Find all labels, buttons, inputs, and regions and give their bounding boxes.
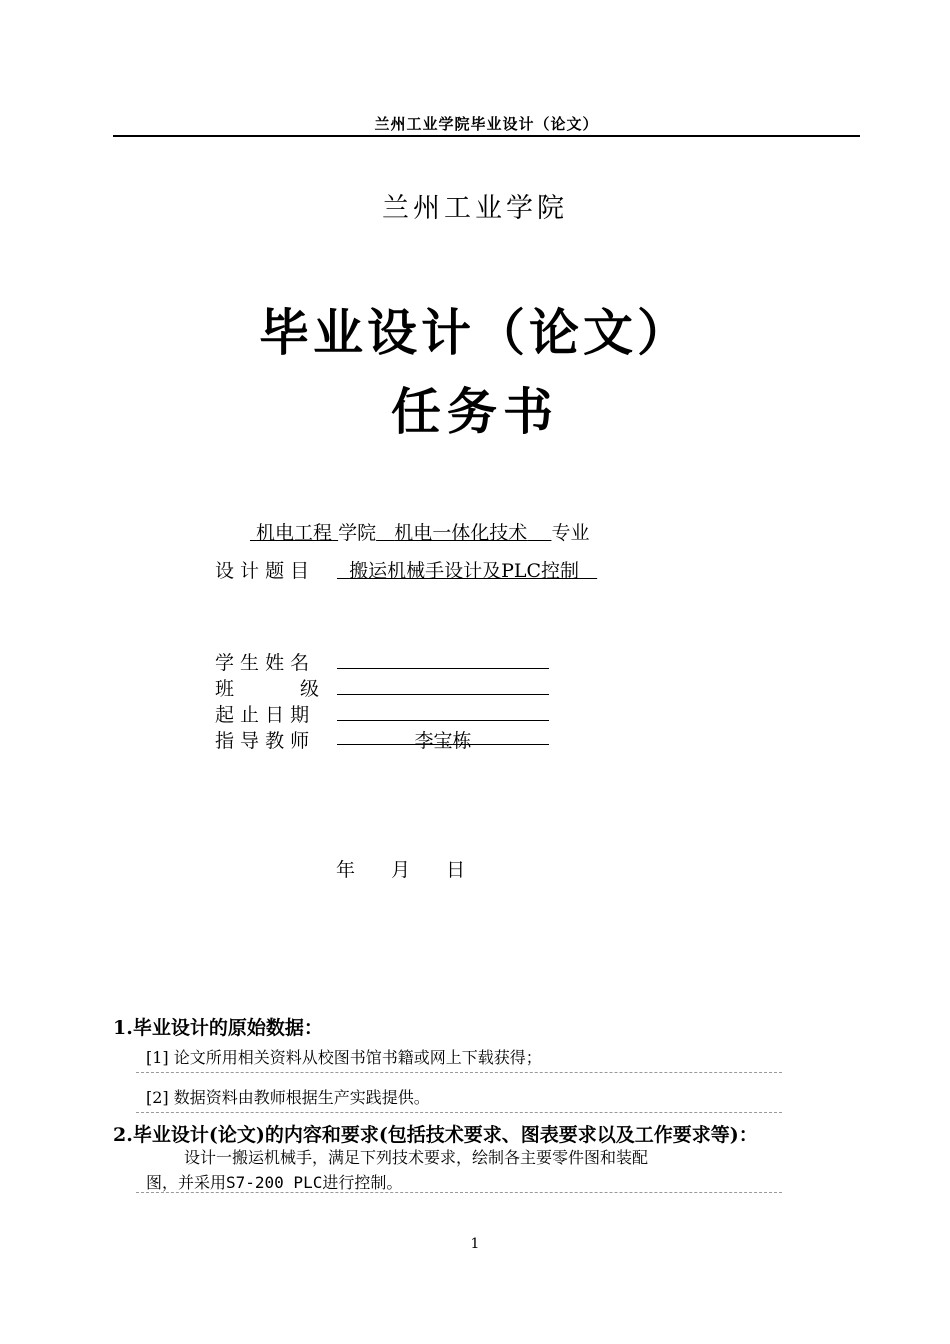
college-value: 机电工程 [256,522,333,544]
major-label: 专业 [551,522,590,544]
date-day: 日 [446,859,466,881]
college-value-wrap [250,522,338,544]
date-month: 月 [391,859,411,881]
section-1-line-2: [2] 数据资料由教师根据生产实践提供。 [146,1088,430,1107]
major-value-wrap [376,522,551,544]
topic-value: 搬运机械手设计及PLC控制 [349,560,580,582]
date-row [336,855,495,882]
dates-field[interactable] [337,702,549,721]
class-row [215,674,549,701]
student-name-label: 学 生 姓 名 [215,652,310,674]
page-number: 1 [470,1236,480,1252]
section-2-line-2: 图，并采用S7-200 PLC进行控制。 [146,1173,403,1192]
date-year: 年 [336,859,356,881]
topic-label: 设 计 题 目 [215,560,310,582]
dashed-rule [136,1192,782,1193]
class-field[interactable] [337,676,549,695]
advisor-label: 指 导 教 师 [215,730,310,752]
dashed-rule [136,1072,782,1073]
running-header: 兰州工业学院毕业设计（论文） [374,115,599,133]
college-label: 学院 [338,522,377,544]
advisor-value: 李宝栋 [414,730,472,752]
section-1-title: 1.毕业设计的原始数据： [113,1017,323,1039]
header-rule [113,135,860,137]
section-1-line-1: [1] 论文所用相关资料从校图书馆书籍或网上下载获得； [146,1048,542,1067]
section-2-title: 2.毕业设计(论文)的内容和要求(包括技术要求、图表要求以及工作要求等)： [113,1124,758,1146]
topic-value-wrap [337,560,597,582]
student-name-field[interactable] [337,650,549,669]
student-name-row [215,648,549,675]
major-value: 机电一体化技术 [394,522,528,544]
class-label: 班 级 [215,678,320,700]
advisor-row [215,726,549,753]
school-name: 兰州工业学院 [382,193,568,224]
topic-line [215,556,597,583]
dashed-rule [136,1112,782,1113]
document-subtitle: 任务书 [391,382,559,441]
document-title: 毕业设计（论文） [259,303,691,362]
advisor-field [337,726,549,752]
section-2-line-1: 设计一搬运机械手，满足下列技术要求，绘制各主要零件图和装配 [184,1148,649,1167]
college-major-line [250,518,589,545]
dates-row [215,700,549,727]
dates-label: 起 止 日 期 [215,704,310,726]
